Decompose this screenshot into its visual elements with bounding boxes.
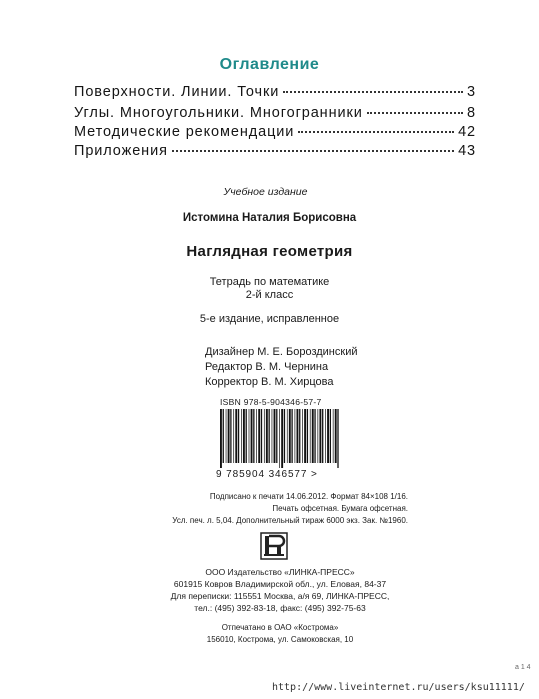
toc-item[interactable] [74, 84, 476, 100]
publisher-line: ООО Издательство «ЛИНКА-ПРЕСС» [205, 567, 355, 577]
barcode-bar [297, 409, 299, 463]
barcode-bar [249, 409, 250, 463]
toc-item-page: 43 [458, 143, 476, 159]
publisher-logo-icon [260, 532, 288, 560]
barcode-bar [281, 409, 283, 468]
toc-item-page: 8 [467, 105, 476, 121]
toc-leader-dots [172, 150, 454, 152]
book-subtitle: Тетрадь по математике [209, 276, 330, 288]
barcode-bar [243, 409, 245, 463]
toc-title: Оглавление [219, 56, 320, 73]
barcode-bar [233, 409, 234, 463]
barcode-bar [272, 409, 273, 463]
book-title: Наглядная геометрия [186, 243, 353, 260]
credit-designer: Дизайнер М. Е. Бороздинский [205, 346, 358, 358]
barcode-bar [289, 409, 291, 463]
barcode-bar [307, 409, 308, 463]
barcode-bar [266, 409, 268, 463]
toc-leader-dots [367, 112, 463, 114]
barcode-bar [228, 409, 230, 463]
barcode-bar [276, 409, 277, 463]
barcode-bar [337, 409, 338, 468]
barcode-bar [261, 409, 262, 463]
barcode-bar [284, 409, 285, 463]
barcode-bar [302, 409, 303, 463]
toc-item[interactable] [74, 124, 476, 140]
edition-type: Учебное издание [223, 186, 308, 198]
toc-item-page: 42 [458, 124, 476, 140]
imprint-line: Печать офсетная. Бумага офсетная. [272, 504, 408, 513]
toc-leader-dots [283, 91, 463, 93]
barcode-bar [226, 409, 227, 463]
barcode-image [218, 409, 344, 468]
barcode-bar [223, 409, 224, 463]
barcode-bar [287, 409, 288, 463]
barcode-bar [310, 409, 311, 463]
imprint-line: Усл. печ. л. 5,04. Дополнительный тираж 6000 экз. Зак. №1960. [172, 516, 408, 525]
imprint-line: Подписано к печати 14.06.2012. Формат 84×108 1/16. [209, 492, 408, 501]
barcode-bar [299, 409, 300, 463]
publisher-line: 601915 Ковров Владимирской обл., ул. Еловая, 84-37 [173, 579, 387, 589]
toc-item-page: 3 [467, 84, 476, 100]
barcode-bar [230, 409, 231, 463]
barcode-bar [325, 409, 326, 463]
toc-item-label: Приложения [74, 143, 168, 159]
barcode-bar [274, 409, 276, 463]
publisher-line: Для переписки: 115551 Москва, а/я 69, ЛИНКА-ПРЕСС, [170, 591, 390, 601]
watermark-url: http://www.liveinternet.ru/users/ksu11111/ [272, 682, 525, 693]
author-name: Истомина Наталия Борисовна [182, 212, 357, 224]
barcode-bar [314, 409, 315, 463]
toc-item-label: Поверхности. Линии. Точки [74, 84, 280, 100]
toc-item-label: Методические рекомендации [74, 124, 295, 140]
barcode-bar [335, 409, 337, 463]
barcode-bar [241, 409, 242, 463]
book-edition: 5-е издание, исправленное [199, 313, 340, 325]
barcode-bar [327, 409, 329, 463]
toc-leader-dots [298, 131, 454, 133]
barcode-bar [238, 409, 239, 463]
credit-proofreader: Корректор В. М. Хирцова [205, 376, 334, 388]
barcode-bar [322, 409, 323, 463]
publisher-line: тел.: (495) 392-83-18, факс: (495) 392-75-63 [194, 603, 366, 613]
credit-editor: Редактор В. М. Чернина [205, 361, 329, 373]
barcode-bar [312, 409, 314, 463]
barcode-bar [253, 409, 254, 463]
book-grade: 2-й класс [245, 289, 294, 301]
barcode-bar [333, 409, 334, 463]
barcode-bar [295, 409, 296, 463]
barcode-bar [235, 409, 237, 463]
barcode-bar [330, 409, 331, 463]
toc-item[interactable] [74, 143, 476, 159]
barcode-bar [251, 409, 253, 463]
barcode-bar [258, 409, 260, 463]
barcode-bar [246, 409, 247, 463]
barcode-bar [319, 409, 321, 463]
barcode-bar [220, 409, 222, 468]
toc-item-label: Углы. Многоугольники. Многогранники [74, 105, 363, 121]
barcode-bar [304, 409, 306, 463]
barcode-bar [318, 409, 319, 463]
barcode-bar [256, 409, 257, 463]
barcode-bar [279, 409, 280, 468]
printer-line: 156010, Кострома, ул. Самоковская, 10 [206, 635, 354, 644]
barcode-bar [291, 409, 292, 463]
barcode-bar [269, 409, 270, 463]
barcode-digits: 9 785904 346577 > [216, 469, 318, 480]
corner-mark: a 1 4 [515, 664, 531, 671]
isbn: ISBN 978-5-904346-57-7 [220, 397, 322, 407]
toc-item[interactable] [74, 105, 476, 121]
barcode-bar [264, 409, 265, 463]
printer-line: Отпечатано в ОАО «Кострома» [221, 623, 339, 632]
